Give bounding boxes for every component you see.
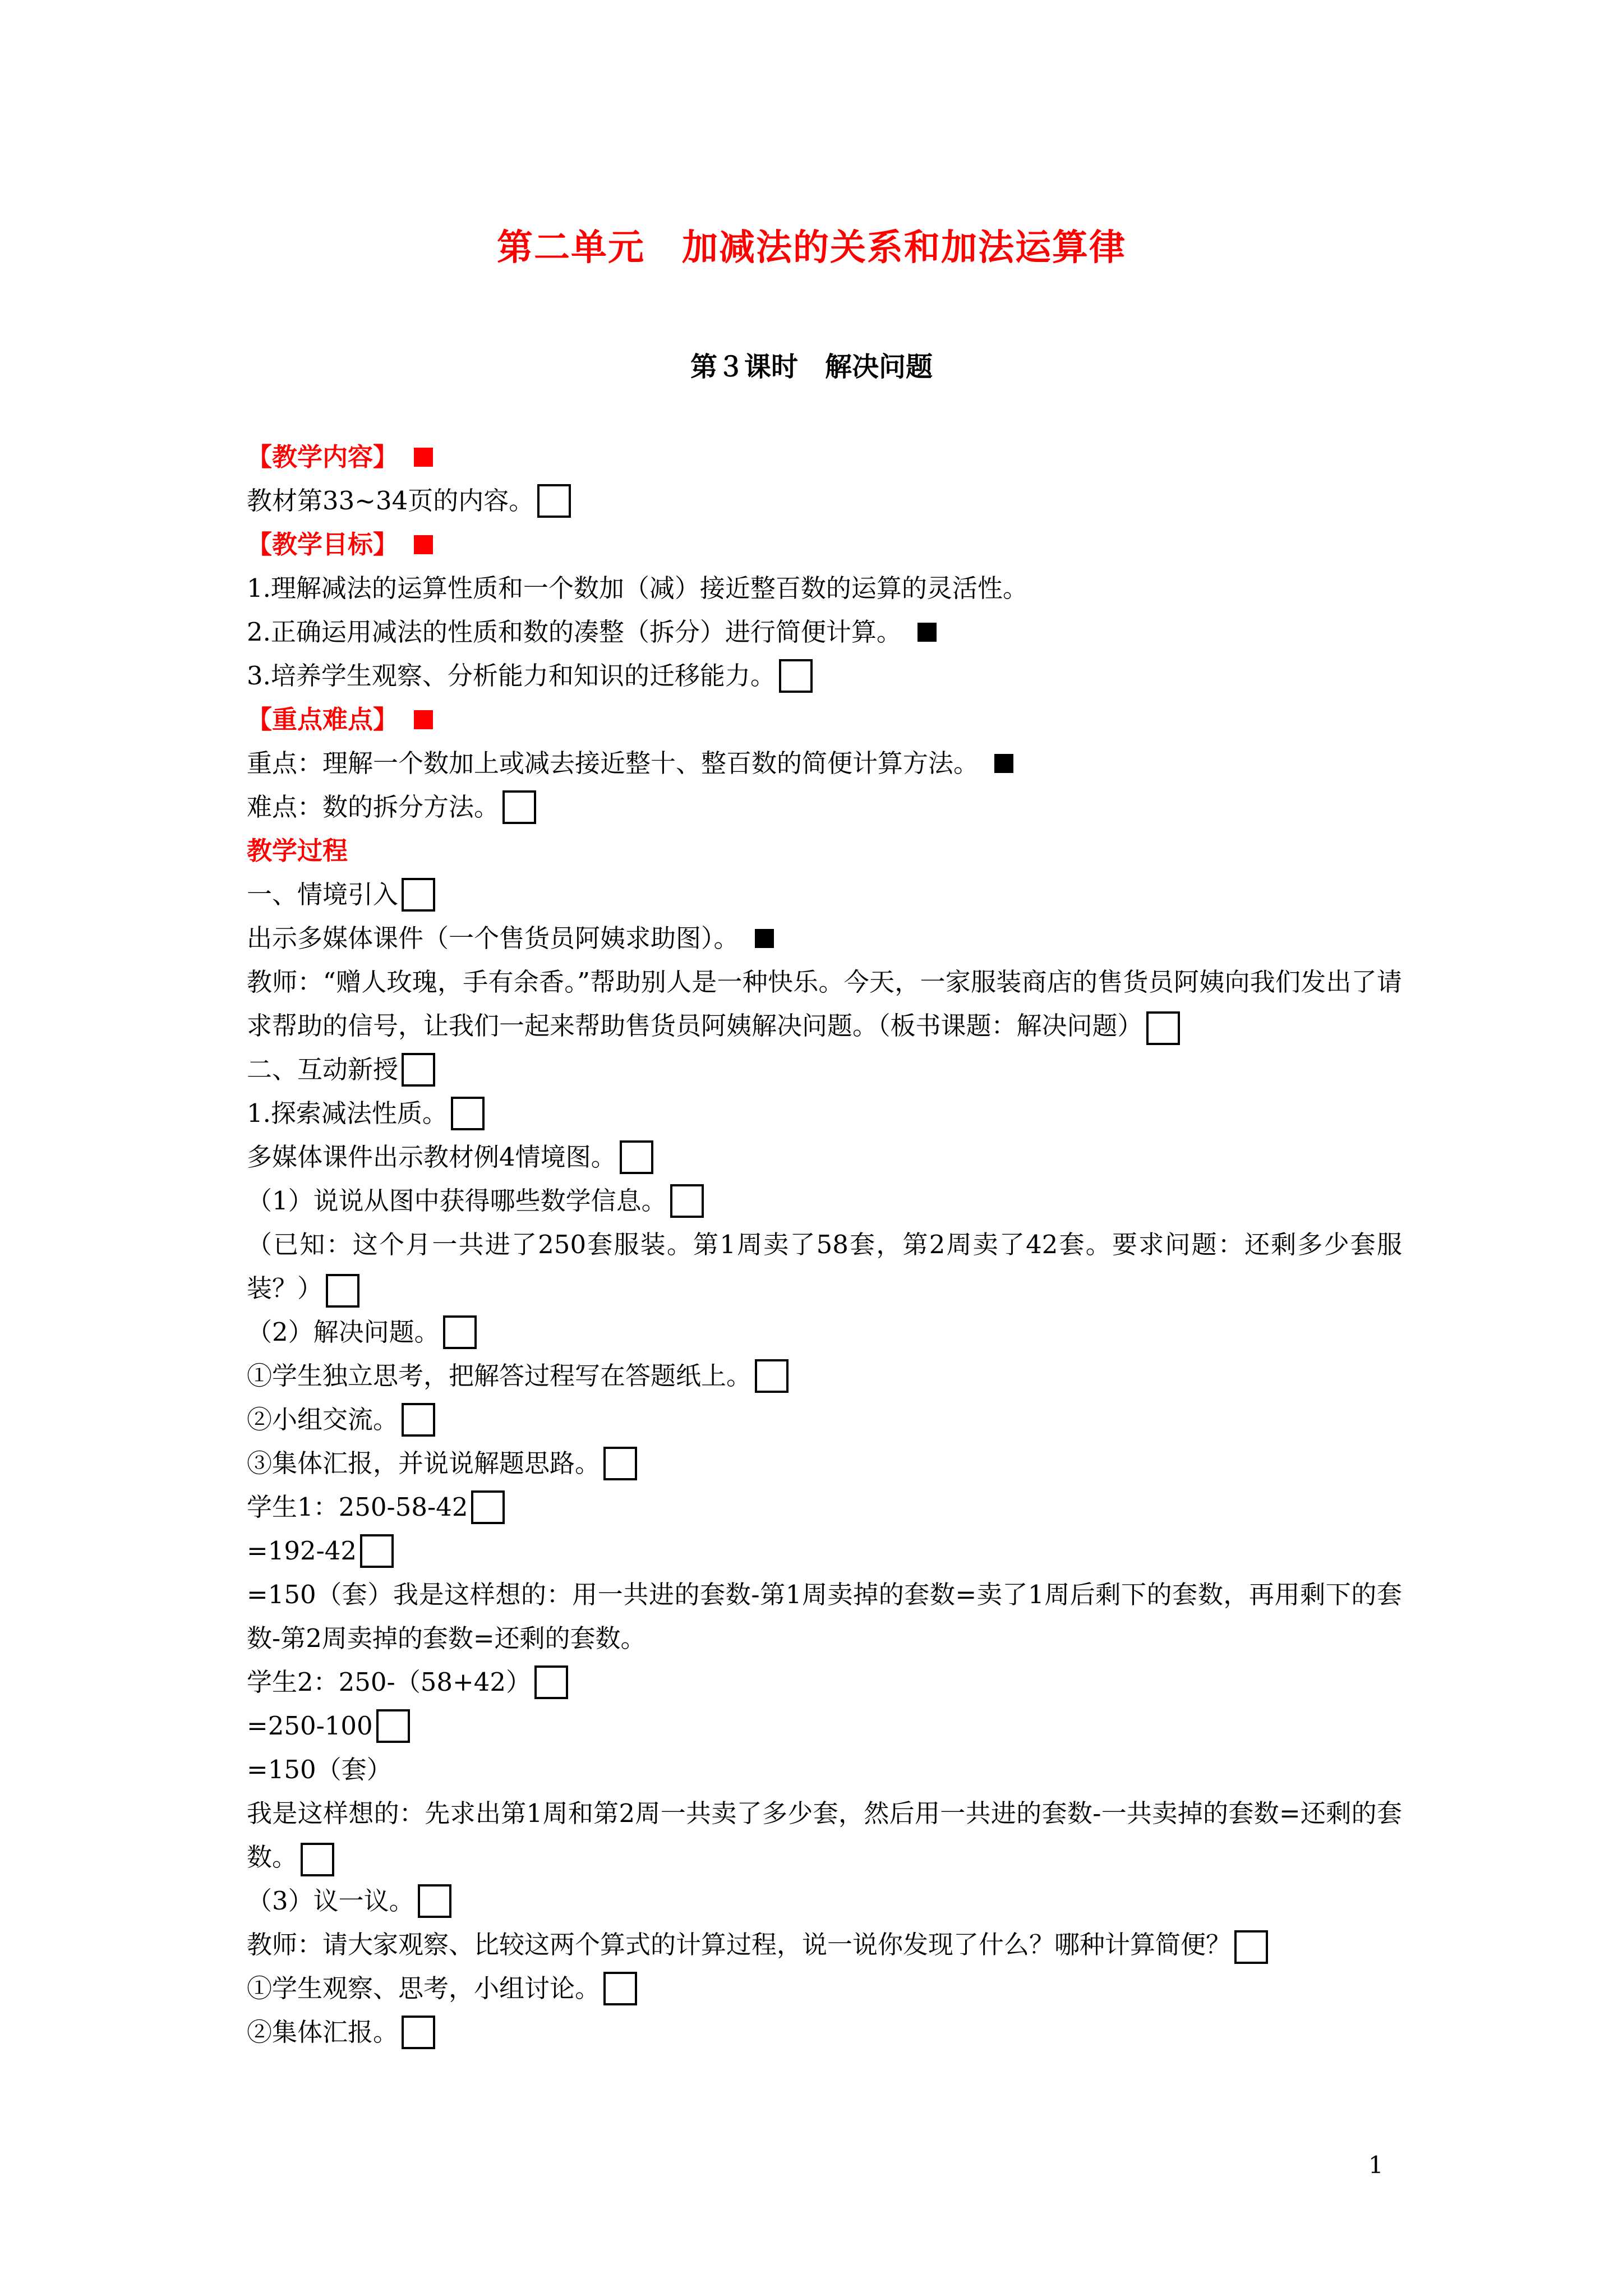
paragraph: [247, 1792, 1402, 1879]
section-heading-key-points: [247, 698, 1402, 742]
paragraph: [247, 2010, 1402, 2054]
page-number: 1: [1368, 2151, 1384, 2179]
empty-box-icon: [326, 1274, 359, 1308]
empty-box-icon: [620, 1140, 653, 1174]
paragraph: [247, 742, 1402, 785]
section-heading-goals: [247, 523, 1402, 567]
paragraph-text: 重点：理解一个数加上或减去接近整十、整百数的简便计算方法。: [247, 748, 979, 778]
empty-box-icon: [603, 1972, 637, 2005]
empty-box-icon: [360, 1534, 394, 1568]
paragraph: [247, 1704, 1402, 1748]
paragraph-text: 一、情境引入: [247, 880, 399, 909]
paragraph-text: 1.探索减法性质。: [247, 1098, 448, 1128]
paragraph-text: 学生2：250-（58+42）: [247, 1667, 531, 1697]
empty-box-icon: [301, 1843, 334, 1876]
section-heading-content: [247, 435, 1402, 479]
paragraph: [247, 1923, 1402, 1967]
empty-box-icon: [534, 1665, 568, 1699]
paragraph-text: =250-100: [247, 1711, 373, 1741]
paragraph-text: ①学生观察、思考，小组讨论。: [247, 1973, 601, 2003]
black-square-mark-icon: [994, 754, 1013, 773]
paragraph-text: 我是这样想的：先求出第1周和第2周一共卖了多少套，然后用一共进的套数-一共卖掉的套数=还剩的套数。: [247, 1798, 1402, 1872]
paragraph-text: ①学生独立思考，把解答过程写在答题纸上。: [247, 1361, 752, 1391]
paragraph-text: =192-42: [247, 1536, 357, 1566]
empty-box-icon: [670, 1184, 704, 1218]
paragraph: [247, 1529, 1402, 1573]
paragraph: [247, 1573, 1402, 1660]
paragraph: [247, 1135, 1402, 1179]
paragraph: [247, 1398, 1402, 1442]
lesson-subtitle: 第３课时 解决问题: [690, 351, 933, 383]
paragraph: [247, 567, 1402, 610]
paragraph: [247, 1879, 1402, 1923]
paragraph-text: 多媒体课件出示教材例4情境图。: [247, 1142, 616, 1172]
paragraph-text: 难点：数的拆分方法。: [247, 792, 500, 822]
paragraph-text: 3.培养学生观察、分析能力和知识的迁移能力。: [247, 661, 776, 691]
paragraph: [247, 1748, 1402, 1792]
paragraph: [247, 785, 1402, 829]
empty-box-icon: [755, 1359, 789, 1393]
red-square-mark-icon: [414, 448, 433, 467]
empty-box-icon: [502, 790, 536, 824]
paragraph-text: ③集体汇报，并说说解题思路。: [247, 1448, 601, 1478]
empty-box-icon: [1234, 1930, 1268, 1964]
paragraph: [247, 873, 1402, 917]
lesson-body: [247, 435, 1402, 2054]
empty-box-icon: [443, 1315, 477, 1349]
paragraph-text: =150（套）我是这样想的：用一共进的套数-第1周卖掉的套数=卖了1周后剩下的套数，再用剩下的套数-第2周卖掉的套数=还剩的套数。: [247, 1580, 1402, 1653]
page-title: 第二单元 加减法的关系和加法运算律: [497, 227, 1126, 269]
heading-text: 教学过程: [247, 836, 348, 866]
empty-box-icon: [418, 1884, 451, 1918]
paragraph: [247, 1485, 1402, 1529]
paragraph: [247, 1660, 1402, 1704]
paragraph: [247, 479, 1402, 523]
paragraph: [247, 1967, 1402, 2010]
paragraph-text: =150（套）: [247, 1755, 392, 1784]
red-square-mark-icon: [414, 535, 433, 554]
heading-text: 【教学目标】: [247, 530, 399, 559]
paragraph-text: 二、互动新授: [247, 1055, 399, 1084]
paragraph: [247, 1442, 1402, 1485]
paragraph: [247, 1048, 1402, 1092]
red-square-mark-icon: [414, 710, 433, 729]
paragraph: [247, 610, 1402, 654]
black-square-mark-icon: [917, 623, 937, 642]
section-heading-process: [247, 829, 1402, 873]
empty-box-icon: [779, 659, 813, 693]
paragraph-text: 学生1：250-58-42: [247, 1492, 468, 1522]
paragraph-text: 教师：请大家观察、比较这两个算式的计算过程，说一说你发现了什么？哪种计算简便？: [247, 1930, 1232, 1959]
paragraph-text: 教师：“赠人玫瑰，手有余香。”帮助别人是一种快乐。今天，一家服装商店的售货员阿姨向我们发出了请求帮助的信号，让我们一起来帮助售货员阿姨解决问题。（板书课题：解决问题）: [247, 967, 1402, 1041]
empty-box-icon: [603, 1447, 637, 1480]
empty-box-icon: [471, 1490, 505, 1524]
paragraph-text: ②小组交流。: [247, 1405, 399, 1434]
empty-box-icon: [451, 1097, 485, 1130]
empty-box-icon: [376, 1709, 410, 1743]
empty-box-icon: [402, 878, 435, 912]
paragraph: [247, 1179, 1402, 1223]
paragraph-text: （3）议一议。: [247, 1886, 414, 1916]
paragraph-text: （2）解决问题。: [247, 1317, 440, 1347]
paragraph-text: （1）说说从图中获得哪些数学信息。: [247, 1186, 667, 1216]
paragraph-text: 1.理解减法的运算性质和一个数加（减）接近整百数的运算的灵活性。: [247, 573, 1028, 603]
empty-box-icon: [402, 2016, 435, 2049]
paragraph: [247, 1092, 1402, 1135]
empty-box-icon: [402, 1053, 435, 1087]
paragraph-text: 2.正确运用减法的性质和数的凑整（拆分）进行简便计算。: [247, 617, 902, 647]
paragraph-text: （已知：这个月一共进了250套服装。第1周卖了58套，第2周卖了42套。要求问题：还剩多少套服装？）: [247, 1230, 1402, 1303]
black-square-mark-icon: [755, 929, 774, 948]
paragraph-text: 出示多媒体课件（一个售货员阿姨求助图）。: [247, 923, 739, 953]
paragraph: [247, 1310, 1402, 1354]
paragraph: [247, 1223, 1402, 1310]
paragraph: [247, 960, 1402, 1048]
empty-box-icon: [1146, 1011, 1180, 1045]
paragraph: [247, 1354, 1402, 1398]
empty-box-icon: [402, 1403, 435, 1437]
paragraph: [247, 917, 1402, 960]
heading-text: 【教学内容】: [247, 442, 399, 472]
paragraph-text: ②集体汇报。: [247, 2017, 399, 2047]
heading-text: 【重点难点】: [247, 705, 399, 734]
paragraph: [247, 654, 1402, 698]
paragraph-text: 教材第33~34页的内容。: [247, 486, 534, 516]
empty-box-icon: [537, 484, 571, 518]
